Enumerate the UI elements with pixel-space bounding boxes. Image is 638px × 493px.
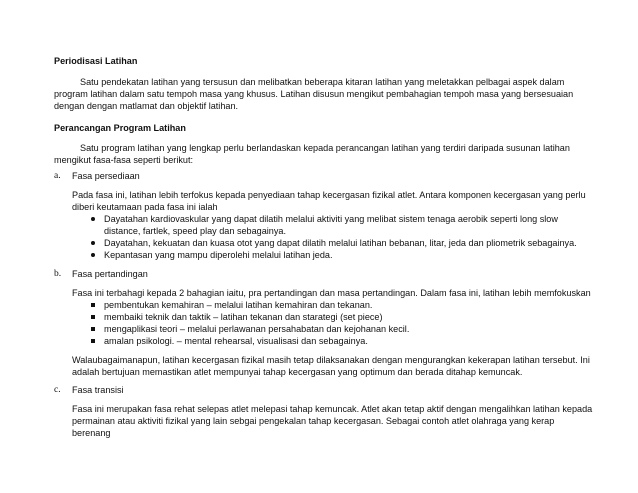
- bullet-square-icon: [91, 303, 95, 307]
- list-item: [72, 249, 594, 261]
- heading-periodisasi-latihan: Periodisasi Latihan: [54, 56, 138, 66]
- section-marker-c: c.: [54, 385, 61, 395]
- list-item-text: Dayatahan, kekuatan dan kuasa otot yang dapat dilatih melalui latihan bebanan, litar, jeda dan pliometrik sebagainya.: [104, 238, 577, 248]
- bullet-square-icon: [91, 327, 95, 331]
- list-item-text: Kepantasan yang mampu diperolehi melalui latihan jeda.: [104, 250, 333, 260]
- bullet-list-pertandingan: [72, 299, 594, 347]
- list-item: [72, 311, 594, 323]
- heading-perancangan-program: Perancangan Program Latihan: [54, 123, 186, 133]
- list-item-text: Dayatahan kardiovaskular yang dapat dilatih melalui aktiviti yang melibat sistem tenaga aerobik seperti long slow distance, fartlek, speed play dan sebagainya.: [104, 214, 558, 236]
- section-title-pertandingan: Fasa pertandingan: [72, 269, 148, 279]
- section-marker-a: a.: [54, 171, 61, 181]
- paragraph-periodisasi: Satu pendekatan latihan yang tersusun dan melibatkan beberapa kitaran latihan yang meletakkan pelbagai aspek dalam program latihan dalam satu tempoh masa yang khusus. Latihan disusun mengikut pembahagian tempoh masa yang bersesuaian dengan dengan matlamat dan objektif latihan.: [54, 77, 574, 111]
- section-title-persediaan: Fasa persediaan: [72, 171, 140, 181]
- list-item: [72, 323, 594, 335]
- list-item-text: amalan psikologi. – mental rehearsal, visualisasi dan sebagainya.: [104, 336, 368, 346]
- list-item: [72, 299, 594, 311]
- bullet-list-persediaan: [72, 213, 594, 261]
- bullet-square-icon: [91, 339, 95, 343]
- list-item: [72, 213, 594, 237]
- section-intro-pertandingan: Fasa ini terbahagi kepada 2 bahagian iaitu, pra pertandingan dan masa pertandingan. Dalam fasa ini, latihan lebih memfokuskan: [72, 288, 591, 298]
- list-item-text: membaiki teknik dan taktik – latihan tekanan dan starategi (set piece): [104, 312, 383, 322]
- section-intro-transisi: Fasa ini merupakan fasa rehat selepas atlet melepasi tahap kemuncak. Atlet akan tetap aktif dengan mengalihkan latihan kepada permainan atau aktiviti fizikal yang lain sebgai pengekalan tahap kecergasan. Sebagai contoh atlet olahraga yang kerap berenang: [72, 404, 593, 438]
- section-marker-b: b.: [54, 269, 62, 279]
- list-item-text: mengaplikasi teori – melalui perlawanan persahabatan dan kejohanan kecil.: [104, 324, 410, 334]
- section-title-transisi: Fasa transisi: [72, 385, 124, 395]
- list-item: [72, 335, 594, 347]
- list-item: [72, 237, 594, 249]
- list-item-text: pembentukan kemahiran – melalui latihan kemahiran dan tekanan.: [104, 300, 373, 310]
- paragraph-perancangan: Satu program latihan yang lengkap perlu berlandaskan kepada perancangan latihan yang terdiri daripada susunan latihan mengikut fasa-fasa seperti berikut:: [54, 143, 570, 165]
- bullet-square-icon: [91, 315, 95, 319]
- bullet-dot-icon: [91, 241, 95, 245]
- section-outro-pertandingan: Walaubagaimanapun, latihan kecergasan fizikal masih tetap dilaksanakan dengan mengurangkan kekerapan latihan tersebut. Ini adalah bertujuan memastikan atlet mempunyai tahap kecergasan yang optimum dan berada ditahap kemuncak.: [72, 355, 590, 377]
- bullet-dot-icon: [91, 253, 95, 257]
- section-intro-persediaan: Pada fasa ini, latihan lebih terfokus kepada penyediaan tahap kecergasan fizikal atlet. Antara komponen kecergasan yang perlu diberi keutamaan pada fasa ini ialah: [72, 190, 586, 212]
- bullet-dot-icon: [91, 217, 95, 221]
